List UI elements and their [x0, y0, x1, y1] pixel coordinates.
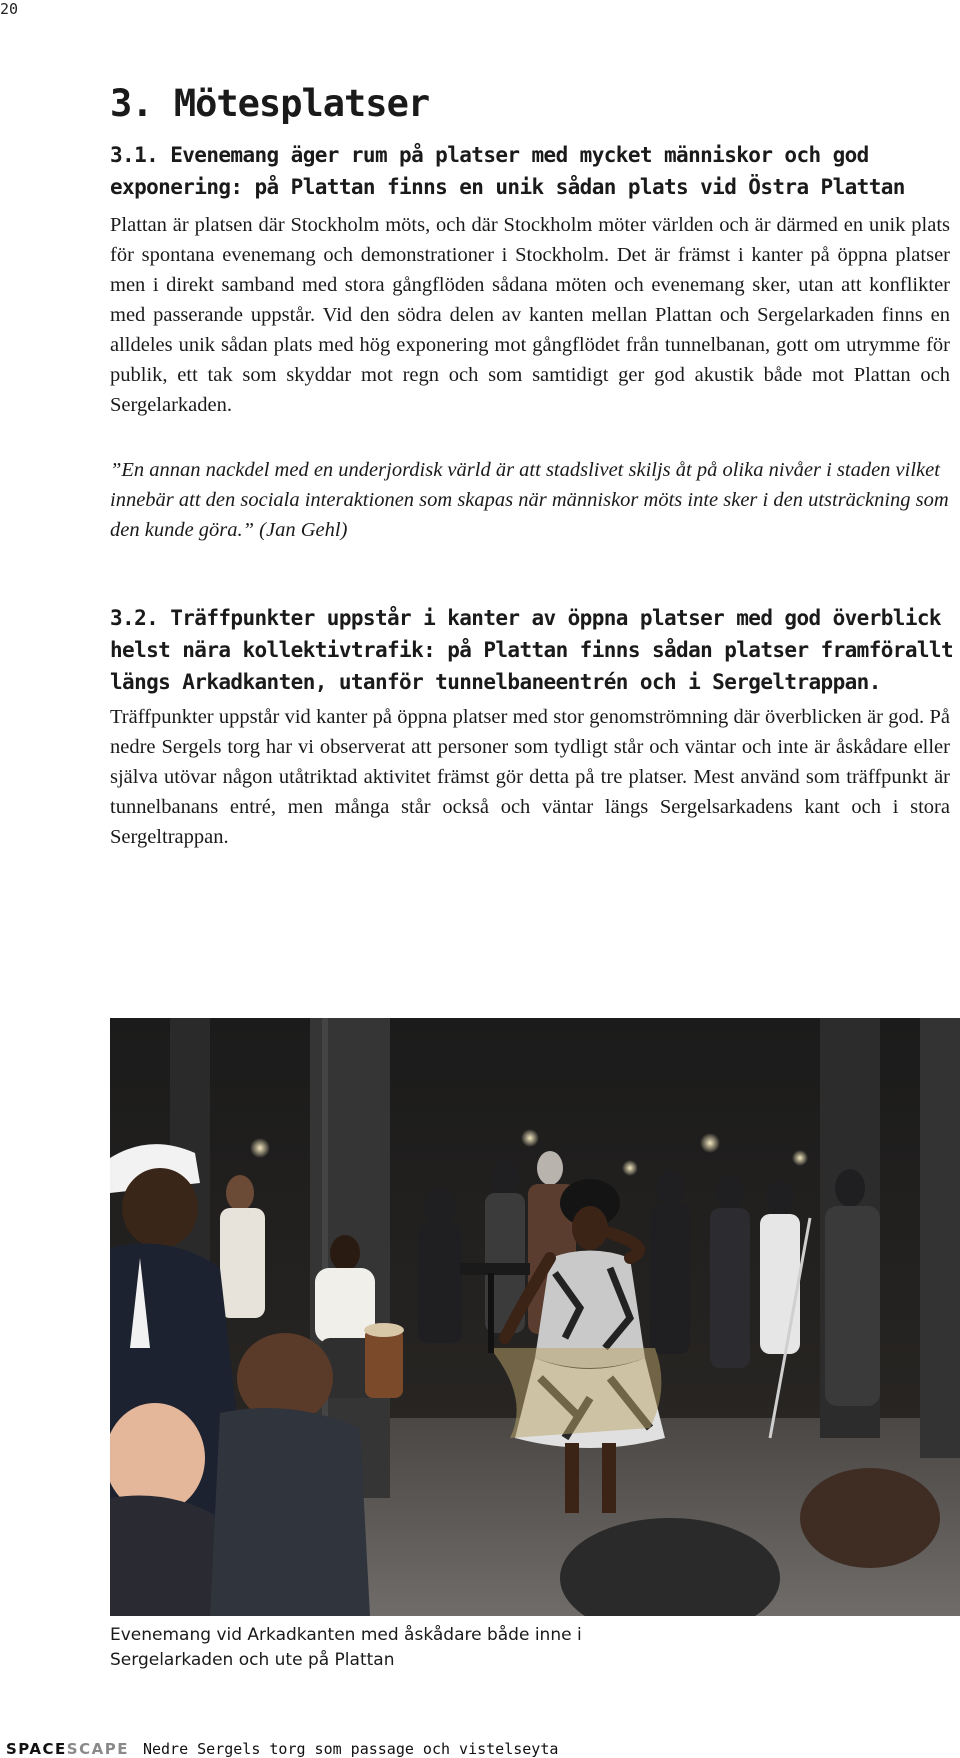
section-title: 3. Mötesplatser — [110, 82, 430, 125]
footer — [6, 1740, 558, 1758]
quote-jan-gehl: ”En annan nackdel med en underjordisk värld är att stadslivet skiljs åt på olika nivåer i staden vilket innebär att den sociala interaktionen som skapas när människor möts inte sker i den utsträckning som den kunde göra.” (Jan Gehl) — [110, 459, 949, 541]
footer-brand-scape: SCAPE — [66, 1740, 129, 1758]
photo-caption: Evenemang vid Arkadkanten med åskådare både inne i Sergelarkaden och ute på Plattan — [110, 1625, 582, 1670]
page-number: 20 — [0, 0, 19, 18]
event-photo — [110, 1018, 960, 1616]
subsection-body-3-1: Plattan är platsen där Stockholm möts, och där Stockholm möter världen och är därmed en unik plats för spontana evenemang och demonstrationer i Stockholm. Det är främst i kanter på öppna platser men i direkt samband med stora gångflöden sådana möten och evenemang sker, utan att konflikter med passerande uppstår. Vid den södra delen av kanten mellan Plattan och Sergelarkaden finns en alldeles unik sådan plats med hög exponering mot gångflödet från tunnelbanan, gott om utrymme för publik, ett tak som skyddar mot regn och som samtidigt ger god akustik både mot Plattan och Sergelarkaden. — [110, 214, 950, 416]
subsection-heading-3-1: 3.1. Evenemang äger rum på platser med mycket människor och god exponering: på Plattan finns en unik sådan plats vid Östra Plattan — [110, 143, 905, 199]
footer-title: Nedre Sergels torg som passage och vistelseyta — [142, 1740, 559, 1758]
subsection-body-3-2: Träffpunkter uppstår vid kanter på öppna platser med stor genomströmning där överblicken är god. På nedre Sergels torg har vi observerat att personer som tydligt står och väntar och inte är åskådare eller själva utövar någon utåtriktad aktivitet främst gör detta på tre platser. Mest använd som träffpunkt är tunnelbanans entré, men många står också och väntar längs Sergelsarkadens kant och i stora Sergeltrappan. — [110, 706, 950, 848]
footer-brand-space: SPACE — [6, 1740, 67, 1758]
subsection-heading-3-2: 3.2. Träffpunkter uppstår i kanter av öppna platser med god överblick helst nära kollektivtrafik: på Plattan finns sådan platser framförallt längs Arkadkanten, utanför tunnelbaneentrén och i Sergeltrappan. — [110, 606, 954, 694]
